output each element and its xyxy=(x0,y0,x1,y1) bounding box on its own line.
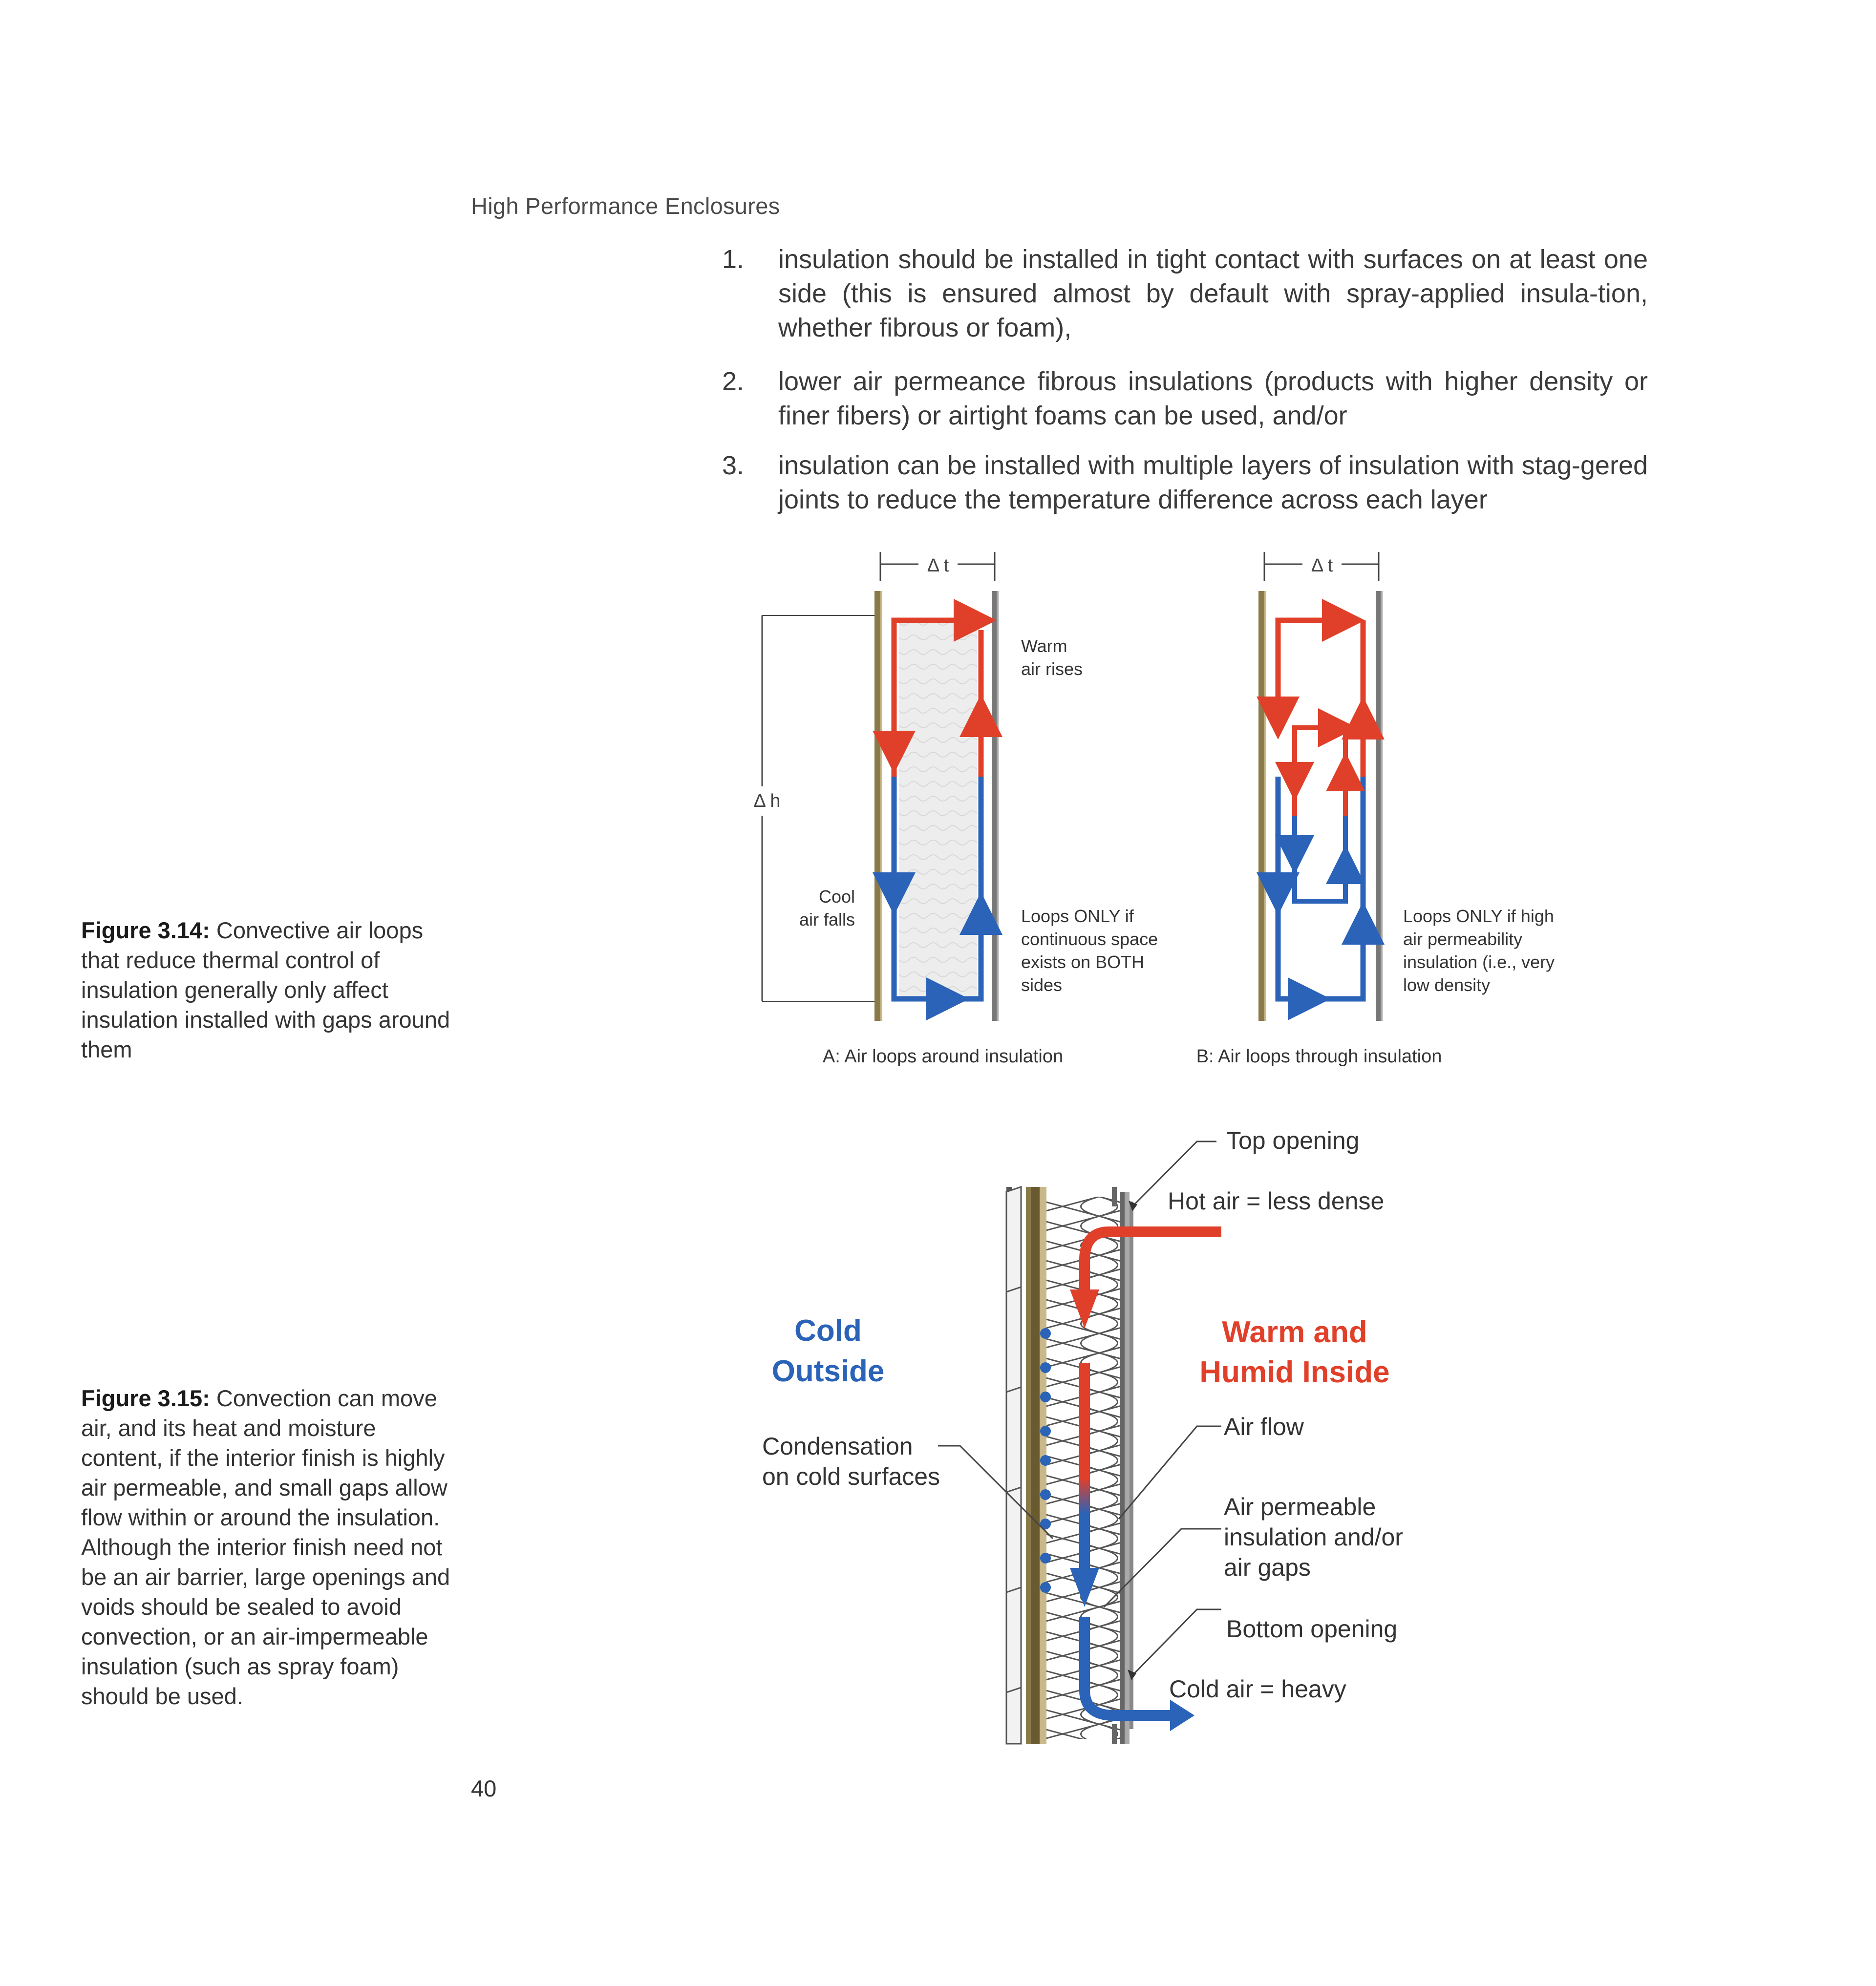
list-number: 1. xyxy=(722,245,745,274)
list-text: insulation can be installed with multiple layers of insulation with stag-gered joints to reduce the temperature difference across each layer xyxy=(778,451,1648,514)
panel-a xyxy=(747,552,1158,1067)
panel-a-note: Loops ONLY if xyxy=(1021,906,1134,926)
cold-outside-label: Cold xyxy=(794,1314,862,1348)
delta-h-label: Δ h xyxy=(753,791,781,811)
caption-text: Convective air loops that reduce thermal control of insulation generally only affect insulation installed with gaps around them xyxy=(81,917,450,1062)
panel-b-note: air permeability xyxy=(1403,929,1523,949)
permeable-label: insulation and/or xyxy=(1224,1523,1403,1551)
panel-a-note: exists on BOTH xyxy=(1021,952,1145,972)
cold-outside-label: Outside xyxy=(771,1354,885,1388)
delta-t-label: Δ t xyxy=(1311,555,1333,576)
page-number: 40 xyxy=(471,1775,497,1801)
panel-b-note: Loops ONLY if high xyxy=(1403,906,1554,926)
list-text: insulation should be installed in tight contact with surfaces on at least one side (this is ensured almost by default with spray-applied insula-tion, whether fibrous or foam), xyxy=(778,245,1648,342)
figure-3-15-diagram xyxy=(733,1119,1466,1754)
permeable-label: Air permeable xyxy=(1224,1493,1376,1521)
figure-3-14-caption xyxy=(81,915,462,1064)
bottom-opening-label: Bottom opening xyxy=(1226,1615,1398,1643)
panel-a-title: A: Air loops around insulation xyxy=(822,1046,1064,1067)
panel-b-note: low density xyxy=(1403,975,1491,995)
warm-air-label: Warm xyxy=(1021,636,1067,656)
panel-b-title: B: Air loops through insulation xyxy=(1196,1046,1442,1067)
cool-air-label: Cool xyxy=(818,887,855,907)
list-number: 2. xyxy=(722,367,745,396)
caption-label: Figure 3.15: xyxy=(81,1385,210,1411)
hot-air-label: Hot air = less dense xyxy=(1168,1187,1385,1215)
panel-a-note: continuous space xyxy=(1021,929,1158,949)
top-opening-label: Top opening xyxy=(1226,1127,1360,1154)
list-text: lower air permeance fibrous insulations (products with higher density or finer fibers) or airtight foams can be used, and/or xyxy=(778,367,1648,430)
air-flow-label: Air flow xyxy=(1224,1413,1304,1440)
delta-t-label: Δ t xyxy=(927,555,949,576)
panel-b xyxy=(1196,552,1555,1067)
figure-3-15-caption xyxy=(81,1383,462,1711)
cold-air-label: Cold air = heavy xyxy=(1169,1675,1346,1703)
caption-label: Figure 3.14: xyxy=(81,917,210,943)
warm-inside-label: Warm and xyxy=(1222,1315,1367,1349)
wall-section xyxy=(1006,1187,1221,1744)
list-number: 3. xyxy=(722,451,745,480)
condensation-label: on cold surfaces xyxy=(762,1463,940,1490)
warm-inside-label: Humid Inside xyxy=(1199,1355,1390,1389)
permeable-label: air gaps xyxy=(1224,1554,1311,1581)
warm-air-label: air rises xyxy=(1021,659,1083,679)
cool-air-label: air falls xyxy=(799,909,855,930)
condensation-label: Condensation xyxy=(762,1433,913,1460)
panel-a-note: sides xyxy=(1021,975,1063,995)
caption-text: Convection can move air, and its heat and moisture content, if the interior finish is highly air permeable, and small gaps allow flow within or around the insulation. Although the interior finish need not be an air barrier, large openings and voids should be sealed to avoid convection, or an air-impermeable insulation (such as spray foam) should be used. xyxy=(81,1385,450,1709)
running-header: High Performance Enclosures xyxy=(471,193,780,219)
figure-3-14-diagram xyxy=(733,542,1622,1079)
panel-b-note: insulation (i.e., very xyxy=(1403,952,1555,972)
